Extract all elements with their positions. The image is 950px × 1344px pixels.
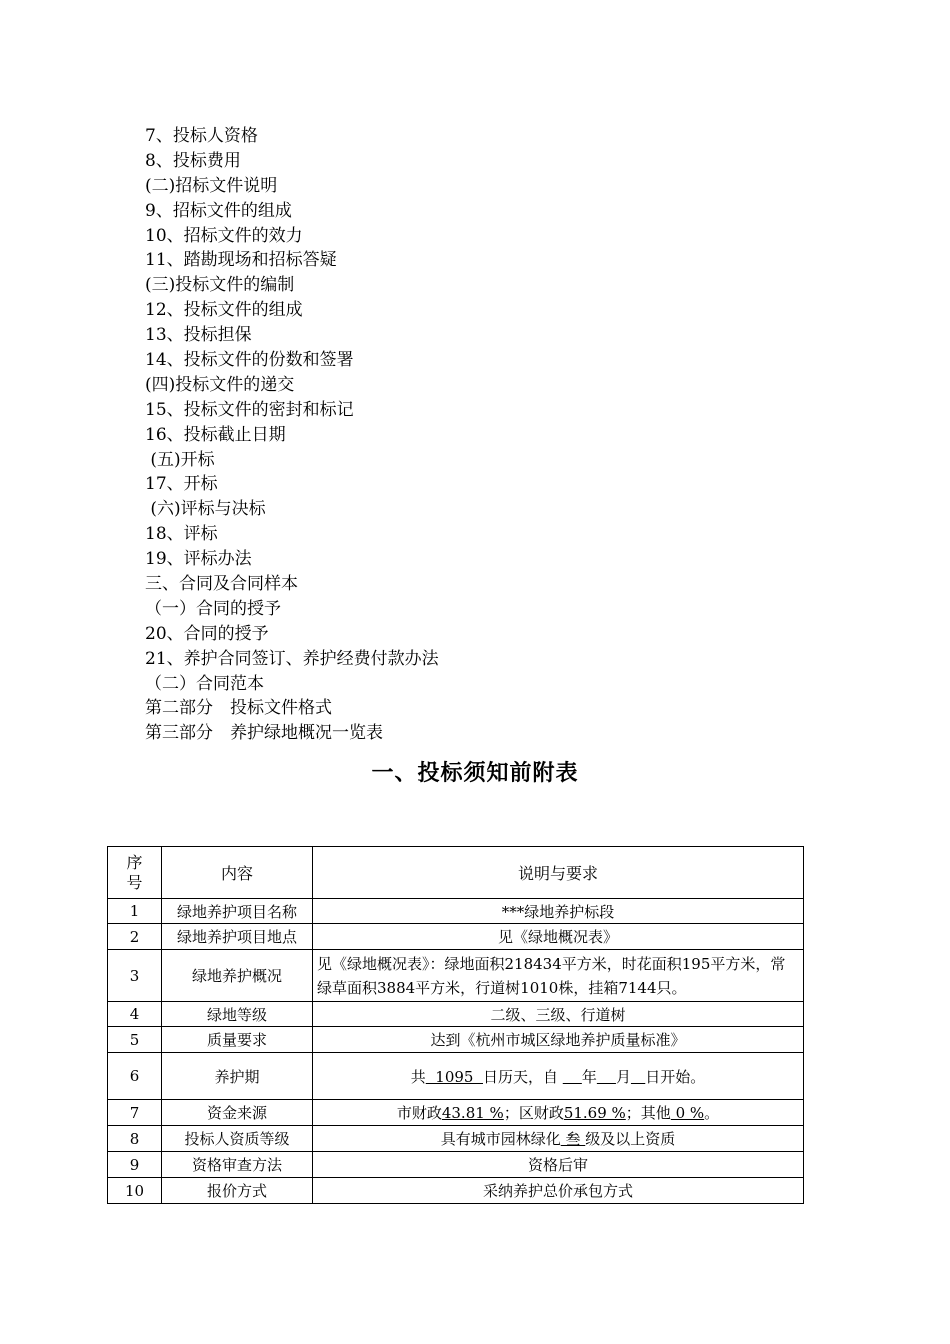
toc-item: 17、开标 <box>145 474 218 495</box>
row-content: 绿地等级 <box>162 1002 313 1027</box>
row-desc: 资格后审 <box>313 1152 804 1178</box>
header-desc: 说明与要求 <box>313 847 804 899</box>
table-header-row <box>108 847 804 899</box>
row-no: 8 <box>108 1126 162 1152</box>
row-no: 7 <box>108 1100 162 1126</box>
row-content: 报价方式 <box>162 1178 313 1204</box>
instructions-appendix-table <box>107 846 804 1204</box>
qualification-grade: 叁 <box>560 1130 586 1148</box>
table-row <box>108 1053 804 1100</box>
row-no: 6 <box>108 1053 162 1100</box>
toc-item: 18、评标 <box>145 524 218 545</box>
table-row <box>108 1178 804 1204</box>
table-row <box>108 1126 804 1152</box>
row-content: 资格审查方法 <box>162 1152 313 1178</box>
row-desc: 采纳养护总价承包方式 <box>313 1178 804 1204</box>
row-no: 1 <box>108 899 162 924</box>
row-content: 养护期 <box>162 1053 313 1100</box>
term-days: 1095 <box>425 1067 483 1086</box>
table-row <box>108 899 804 924</box>
row-content: 资金来源 <box>162 1100 313 1126</box>
row-content: 绿地养护项目名称 <box>162 899 313 924</box>
header-no: 序号 <box>108 847 162 899</box>
row-no: 3 <box>108 950 162 1002</box>
table-row <box>108 1027 804 1053</box>
toc-item: 11、踏勘现场和招标答疑 <box>145 250 337 271</box>
table-of-contents <box>145 124 845 746</box>
row-content: 绿地养护项目地点 <box>162 924 313 950</box>
toc-item: （二）合同范本 <box>145 673 264 694</box>
toc-item: (四)投标文件的递交 <box>145 374 295 395</box>
start-year <box>563 1068 582 1086</box>
row-no: 9 <box>108 1152 162 1178</box>
row-desc: 达到《杭州市城区绿地养护质量标准》 <box>313 1027 804 1053</box>
table-row <box>108 924 804 950</box>
row-desc: 见《绿地概况表》 <box>313 924 804 950</box>
toc-item: 19、评标办法 <box>145 549 252 570</box>
toc-item: 第二部分 投标文件格式 <box>145 698 332 719</box>
other-finance-percent: 0 % <box>670 1104 705 1122</box>
toc-item: 9、招标文件的组成 <box>145 200 292 221</box>
toc-item: 三、合同及合同样本 <box>145 574 298 595</box>
row-no: 5 <box>108 1027 162 1053</box>
toc-item: 第三部分 养护绿地概况一览表 <box>145 723 383 744</box>
start-month <box>597 1068 616 1086</box>
toc-item: （一）合同的授予 <box>145 598 281 619</box>
toc-item: 13、投标担保 <box>145 325 252 346</box>
toc-item: (三)投标文件的编制 <box>145 275 295 296</box>
toc-item: 10、招标文件的效力 <box>145 225 303 246</box>
city-finance-percent: 43.81 % <box>441 1104 504 1122</box>
table-row <box>108 1002 804 1027</box>
row-desc: 二级、三级、行道树 <box>313 1002 804 1027</box>
start-day <box>631 1068 645 1086</box>
toc-item: 14、投标文件的份数和签署 <box>145 350 354 371</box>
row-no: 4 <box>108 1002 162 1027</box>
row-desc: 见《绿地概况表》：绿地面积218434平方米，时花面积195平方米，常绿草面积3884平方米，行道树1010株，挂箱7144只。 <box>313 950 804 1002</box>
row-desc: ***绿地养护标段 <box>313 899 804 924</box>
toc-item: 20、合同的授予 <box>145 623 269 644</box>
row-desc: 市财政43.81 %；区财政51.69 %；其他 0 %。 <box>313 1100 804 1126</box>
row-content: 绿地养护概况 <box>162 950 313 1002</box>
toc-item: (五)开标 <box>145 449 215 470</box>
toc-item: (二)招标文件说明 <box>145 175 278 196</box>
row-desc: 具有城市园林绿化 叁 级及以上资质 <box>313 1126 804 1152</box>
table-row <box>108 1152 804 1178</box>
table-row <box>108 1100 804 1126</box>
toc-item: 12、投标文件的组成 <box>145 300 303 321</box>
row-desc: 共 1095 日历天，自 年 月 日开始。 <box>313 1053 804 1100</box>
district-finance-percent: 51.69 % <box>563 1104 626 1122</box>
toc-item: 21、养护合同签订、养护经费付款办法 <box>145 648 439 669</box>
toc-item: 8、投标费用 <box>145 150 241 171</box>
table-row <box>108 950 804 1002</box>
row-content: 质量要求 <box>162 1027 313 1053</box>
row-no: 10 <box>108 1178 162 1204</box>
row-content: 投标人资质等级 <box>162 1126 313 1152</box>
toc-item: 7、投标人资格 <box>145 126 258 146</box>
toc-item: 16、投标截止日期 <box>145 424 286 445</box>
row-no: 2 <box>108 924 162 950</box>
section-heading: 一、投标须知前附表 <box>371 761 579 786</box>
header-content: 内容 <box>162 847 313 899</box>
toc-item: 15、投标文件的密封和标记 <box>145 399 354 420</box>
toc-item: (六)评标与决标 <box>145 499 266 520</box>
